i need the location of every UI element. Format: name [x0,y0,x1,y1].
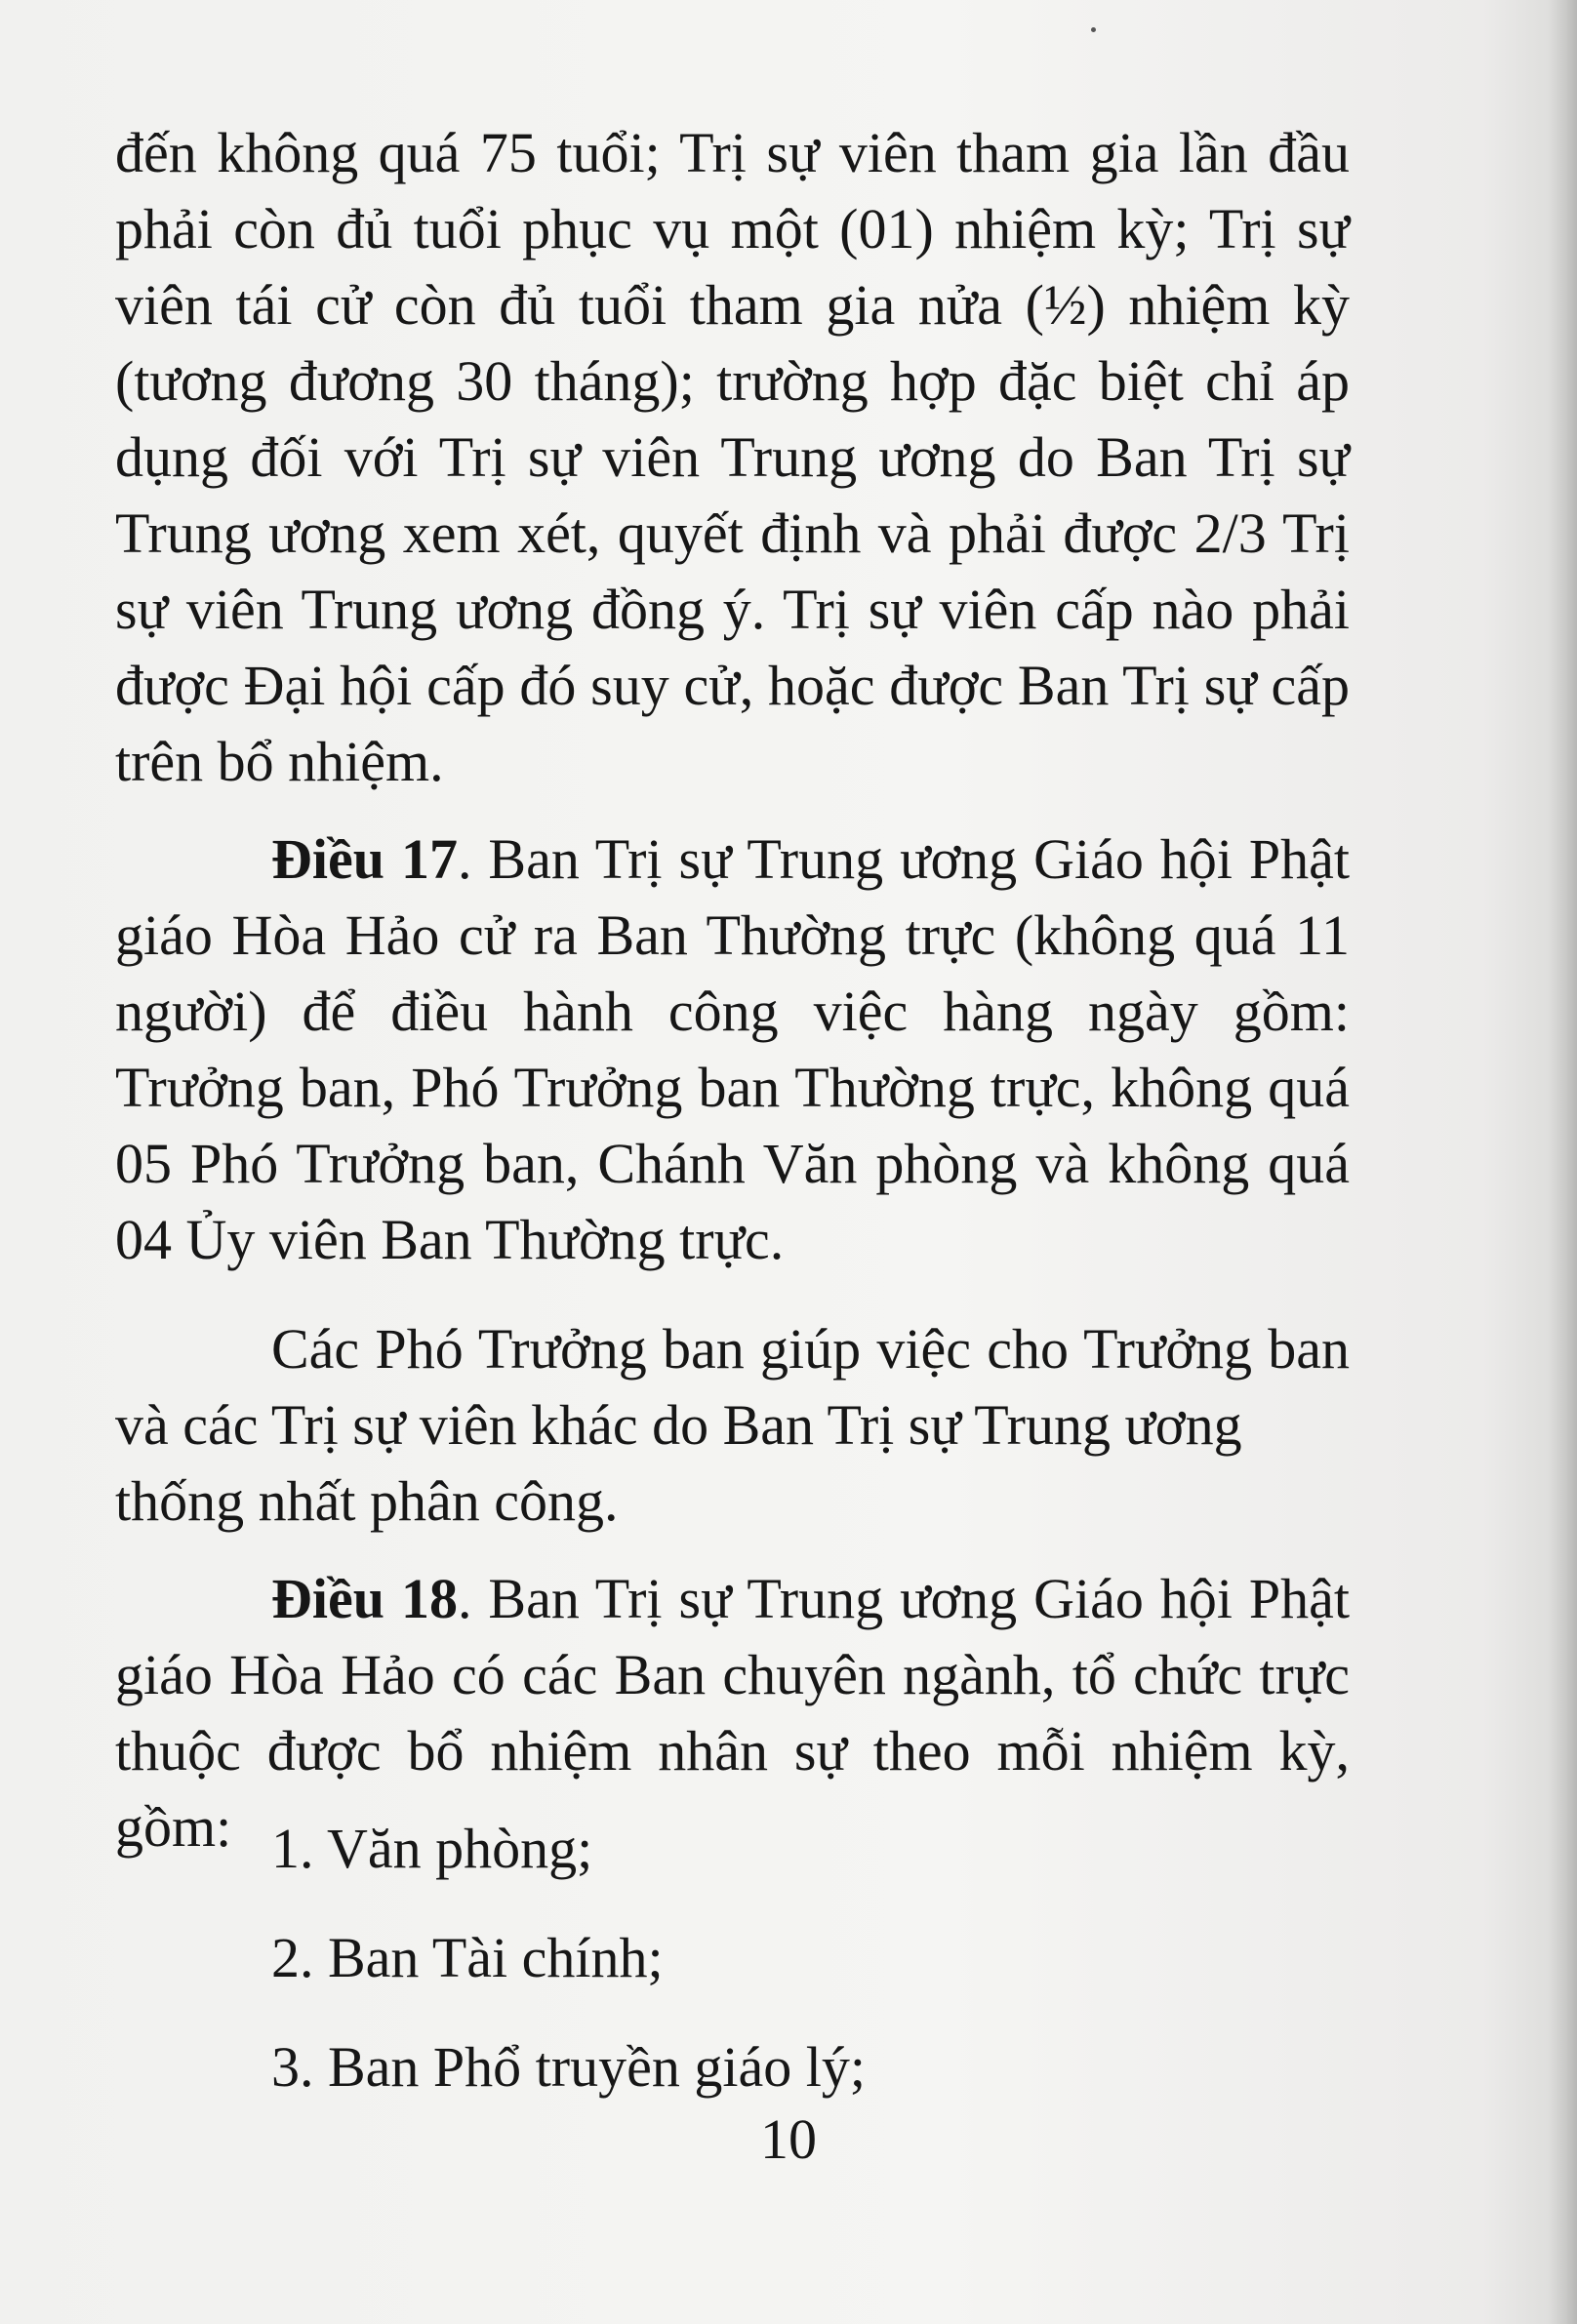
text-line: người) để điều hành công việc hàng ngày gồm: [115,980,1350,1043]
article-17-first-line-text: . Ban Trị sự Trung ương Giáo hội Phật [457,827,1350,891]
text-line: và các Trị sự viên khác do Ban Trị sự Trung ương [115,1393,1242,1457]
text-line: thuộc được bổ nhiệm nhân sự theo mỗi nhiệm kỳ, gồm: [115,1719,1350,1859]
text-line: Trưởng ban, Phó Trưởng ban Thường trực, không quá [115,1056,1350,1119]
text-line: sự viên Trung ương đồng ý. Trị sự viên cấp nào phải [115,578,1350,641]
article-18-heading: Điều 18 [271,1567,458,1630]
text-line: giáo Hòa Hảo có các Ban chuyên ngành, tổ chức trực [115,1643,1350,1706]
text-line: Trung ương xem xét, quyết định và phải được 2/3 Trị [115,501,1350,565]
text-line: viên tái cử còn đủ tuổi tham gia nửa (½) nhiệm kỳ [115,273,1350,337]
paragraph-gap [115,800,1350,821]
scan-speck [1091,27,1096,32]
page-edge-shadow [1548,0,1577,2324]
text-line: trên bổ nhiệm. [115,730,444,793]
page-text [115,115,1350,2139]
text-line: (tương đương 30 tháng); trường hợp đặc biệt chỉ áp [115,349,1350,413]
article-17 [115,821,1350,1540]
page-number: 10 [760,2107,817,2171]
article-18 [115,1561,1350,2105]
list-item: 3. Ban Phổ truyền giáo lý; [271,2035,866,2099]
text-line: được Đại hội cấp đó suy cử, hoặc được Ban Trị sự cấp [115,654,1350,717]
text-line: phải còn đủ tuổi phục vụ một (01) nhiệm kỳ; Trị sự [115,197,1350,260]
text-line: 04 Ủy viên Ban Thường trực. [115,1208,785,1271]
paragraph-gap [115,1789,1350,1811]
article-16-tail [115,115,1350,800]
list-item: 1. Văn phòng; [271,1817,593,1880]
text-line: dụng đối với Trị sự viên Trung ương do Ban Trị sự [115,425,1350,489]
text-line: thống nhất phân công. [115,1469,619,1533]
article-18-first-line-text: . Ban Trị sự Trung ương Giáo hội Phật [457,1567,1350,1630]
article-17-heading: Điều 17 [271,827,458,891]
paragraph-gap [115,1278,1350,1311]
text-line: Các Phó Trưởng ban giúp việc cho Trưởng ban [271,1317,1350,1381]
text-line: đến không quá 75 tuổi; Trị sự viên tham gia lần đầu [115,121,1350,184]
text-line: 05 Phó Trưởng ban, Chánh Văn phòng và không quá [115,1132,1350,1195]
list-item: 2. Ban Tài chính; [271,1926,664,1989]
paragraph-gap [115,1540,1350,1561]
text-line: giáo Hòa Hảo cử ra Ban Thường trực (không quá 11 [115,903,1350,967]
article-18-first-line [115,1561,1350,1637]
article-17-first-line [115,821,1350,898]
